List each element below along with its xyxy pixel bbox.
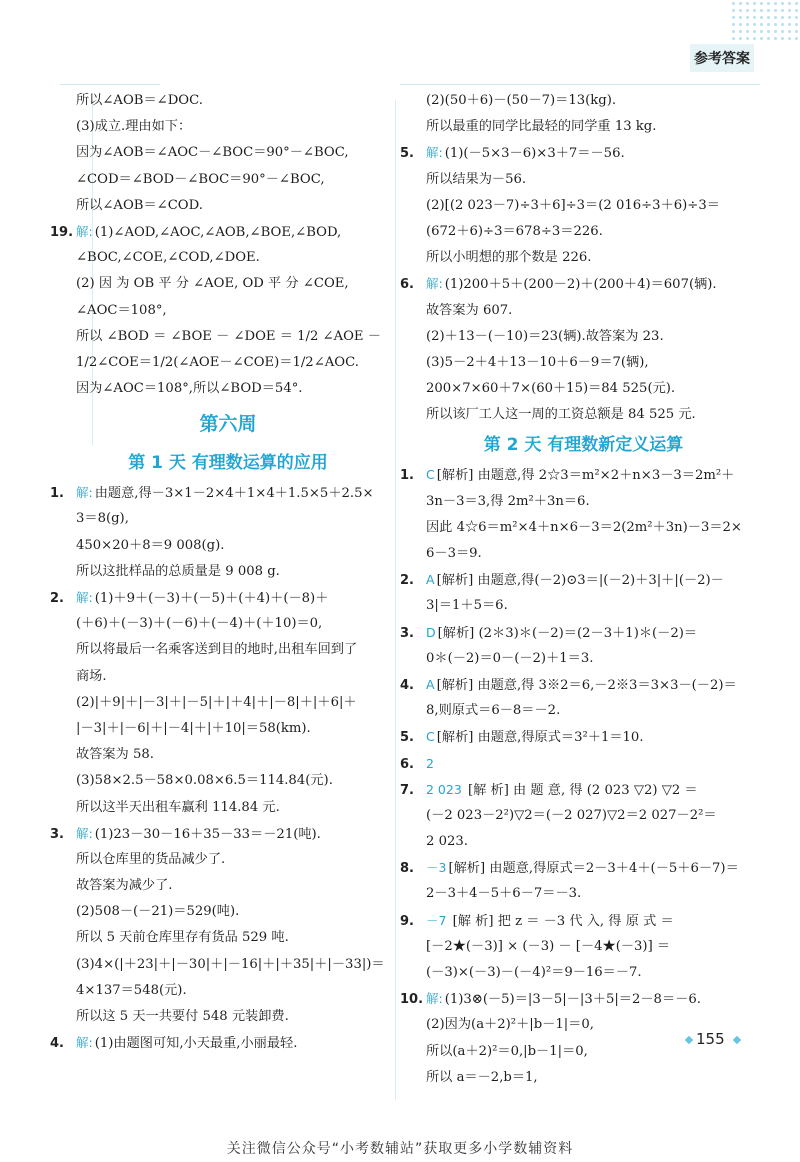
line-text: (2)因为(a＋2)²＋|b－1|＝0, [426, 1017, 594, 1033]
answer-line [76, 376, 380, 402]
line-text: 1/2∠COE＝1/2(∠AOE－∠COE)＝1/2∠AOC. [76, 354, 359, 370]
question-line [50, 480, 380, 506]
line-text: [解析] 由题意,得 3※2＝6,－2※3＝3×3－(－2)＝ [436, 677, 737, 693]
line-text: 4×137＝548(元). [76, 982, 187, 998]
line-text: (2)508－(－21)＝529(吨). [76, 904, 240, 920]
question-number: 4. [400, 677, 414, 693]
answer-line [76, 899, 380, 925]
answer-tag: 解: [76, 590, 93, 605]
line-text: 所以∠AOB＝∠COD. [76, 197, 203, 213]
answer-line [426, 489, 741, 515]
answer-line [426, 541, 741, 567]
answer-line [426, 219, 741, 245]
line-text: 3|＝1＋5＝6. [426, 598, 508, 614]
line-text: 因此 4☆6＝m²×4＋n×6－3＝2(2m²＋3n)－3＝2× [426, 519, 742, 535]
question-number: 4. [50, 1036, 64, 1052]
answer-tag: －7 [426, 912, 447, 928]
question-number: 1. [50, 486, 64, 502]
answer-line [426, 324, 741, 350]
question-number: 8. [400, 861, 414, 877]
line-text: 450×20＋8＝9 008(g). [76, 537, 225, 553]
line-text: 3＝8(g), [76, 511, 129, 527]
line-text: ∠BOC,∠COE,∠COD,∠DOE. [76, 250, 260, 266]
answer-line [426, 298, 741, 324]
header-rule-right [400, 84, 760, 85]
left-column [50, 88, 385, 1056]
answer-line [76, 533, 380, 559]
line-text: 所以这 5 天一共要付 548 元装卸费. [76, 1009, 289, 1024]
answer-line [76, 978, 380, 1004]
week-heading: 第六周 [199, 413, 257, 436]
answer-line [426, 803, 741, 829]
line-text: (2)|＋9|＋|－3|＋|－5|＋|＋4|＋|－8|＋|＋6|＋ [76, 694, 357, 710]
answer-line [76, 795, 380, 821]
line-text: 故答案为减少了. [76, 878, 173, 894]
line-text: 所以该厂工人这一周的工资总额是 84 525 元. [426, 407, 696, 423]
question-number: 10. [400, 992, 424, 1008]
line-text: (1)3⊗(－5)＝|3－5|－|3＋5|＝2－8＝－6. [444, 992, 701, 1008]
line-text: (1)200＋5＋(200－2)＋(200＋4)＝607(辆). [444, 277, 717, 293]
answer-line [76, 742, 380, 768]
answer-line [426, 167, 741, 193]
answer-line [426, 376, 741, 402]
answer-line [76, 664, 380, 690]
answer-line [76, 847, 380, 873]
line-text: ∠COD＝∠BOD－∠BOC＝90°－∠BOC, [76, 171, 325, 187]
answer-line [76, 114, 380, 140]
line-text: [解析] 由题意,得原式＝2－3＋4＋(－5＋6－7)＝ [448, 861, 739, 877]
answer-line [426, 1012, 741, 1038]
answer-tag: 解: [76, 485, 93, 501]
line-text: 2－3＋4－5＋6－7＝－3. [426, 886, 582, 902]
line-text: 由题意,得－3×1－2×4＋1×4＋1.5×5＋2.5× [94, 486, 374, 502]
line-text: 所以∠AOB＝∠DOC. [76, 93, 203, 108]
line-text: 所以(a＋2)²＝0,|b－1|＝0, [426, 1043, 588, 1059]
line-text: 所以最重的同学比最轻的同学重 13 kg. [426, 119, 657, 135]
column-divider [395, 100, 396, 1100]
line-text: 所以这批样品的总质量是 9 008 g. [76, 563, 280, 579]
question-line [400, 777, 741, 803]
answer-tag: 解: [76, 825, 93, 841]
answer-tag: A [426, 676, 435, 692]
question-line [400, 140, 741, 166]
answer-tag: 解: [76, 223, 93, 239]
line-text: (1)23－30－16＋35－33＝－21(吨). [94, 826, 321, 842]
day-heading: 第 1 天 有理数运算的应用 [128, 453, 328, 474]
question-line [400, 462, 741, 488]
answer-line [426, 1065, 741, 1091]
answer-line [76, 193, 380, 219]
answer-tag: C [426, 729, 435, 745]
line-text: 商场. [76, 668, 107, 684]
answer-line [426, 829, 741, 855]
question-line [400, 271, 741, 297]
decorative-dots [730, 0, 800, 40]
question-line [50, 1030, 380, 1056]
question-number: 6. [400, 756, 414, 772]
question-number: 5. [400, 730, 414, 746]
line-text: (2)[(2 023－7)÷3＋6]÷3＝(2 016÷3＋6)÷3＝ [426, 197, 720, 213]
line-text: 所以仓库里的货品减少了. [76, 851, 226, 867]
line-text: [解 析] 由 题 意, 得 (2 023 ▽2) ▽2 ＝ [463, 782, 698, 798]
answer-line [76, 559, 380, 585]
right-column [400, 88, 742, 1091]
line-text: [解析] (2＊3)＊(－2)＝(2－3＋1)＊(－2)＝ [437, 625, 698, 641]
line-text: (1)＋9＋(－3)＋(－5)＋(＋4)＋(－8)＋ [94, 591, 329, 606]
line-text: 2 023. [426, 834, 468, 850]
answer-line [76, 637, 380, 663]
answer-tag: 解: [76, 1035, 93, 1051]
answer-line [426, 245, 741, 271]
answer-tag: 2 023 [426, 781, 462, 797]
answer-line [426, 402, 741, 428]
line-text: 所以小明想的那个数是 226. [426, 250, 592, 266]
line-text: 所以 5 天前仓库里存有货品 529 吨. [76, 930, 289, 946]
line-text: (3)4×(|＋23|＋|－30|＋|－16|＋|＋35|＋|－33|)＝ [76, 956, 385, 972]
question-number: 5. [400, 146, 414, 162]
answer-line [426, 646, 741, 672]
line-text: 所以 ∠BOD ＝ ∠BOE － ∠DOE ＝ 1/2 ∠AOE － [76, 328, 381, 344]
question-line [400, 724, 741, 750]
question-number: 6. [400, 277, 414, 293]
question-number: 9. [400, 913, 414, 929]
answer-line [76, 1004, 380, 1030]
header-rule-left [60, 84, 160, 85]
answer-line [76, 88, 380, 114]
question-number: 3. [50, 826, 64, 842]
line-text: ∠AOC＝108°, [76, 302, 167, 318]
answer-tag: －3 [426, 860, 447, 876]
line-text: [解 析] 把 z ＝ －3 代 入, 得 原 式 ＝ [448, 913, 674, 929]
answer-line [76, 350, 380, 376]
question-line [50, 585, 380, 611]
answer-line [76, 324, 380, 350]
line-text: 故答案为 607. [426, 302, 513, 318]
answer-line [76, 611, 380, 637]
question-line [400, 567, 741, 593]
answer-line [76, 245, 380, 271]
line-text: (1)由题图可知,小天最重,小丽最轻. [94, 1036, 298, 1052]
question-line [400, 672, 741, 698]
line-text: 所以 a＝－2,b＝1, [426, 1069, 538, 1085]
answer-line [76, 140, 380, 166]
line-text: 6－3＝9. [426, 546, 482, 561]
answer-line [76, 298, 380, 324]
question-number: 1. [400, 468, 414, 484]
line-text: (1)∠AOD,∠AOC,∠AOB,∠BOE,∠BOD, [94, 224, 342, 240]
answer-tag: 2 [426, 755, 434, 771]
line-text: (3)58×2.5－58×0.08×6.5＝114.84(元). [76, 773, 333, 789]
answer-tag: 解: [426, 991, 443, 1007]
line-text: 所以这半天出租车赢利 114.84 元. [76, 799, 280, 815]
answer-line [76, 271, 380, 297]
answer-tag: 解: [426, 276, 443, 292]
line-text: (＋6)＋(－3)＋(－6)＋(－4)＋(＋10)＝0, [76, 616, 323, 632]
answer-line [76, 925, 380, 951]
answer-line [426, 934, 741, 960]
page-number: 155 [696, 1030, 725, 1048]
line-text: [解析] 由题意,得(－2)⊙3＝|(－2)＋3|＋|(－2)－ [436, 573, 724, 589]
line-text: [解析] 由题意,得 2☆3＝m²×2＋n×3－3＝2m²＋ [436, 468, 735, 484]
question-number: 7. [400, 782, 414, 798]
line-text: (672＋6)÷3＝678÷3＝226. [426, 223, 603, 239]
question-number: 19. [50, 224, 74, 240]
answer-line [76, 952, 385, 978]
answer-tag: D [426, 624, 436, 640]
line-text: 所以结果为－56. [426, 171, 527, 187]
question-line [50, 219, 380, 245]
answer-line [426, 698, 741, 724]
answer-tag: C [426, 467, 435, 483]
answer-line [76, 690, 380, 716]
question-line [400, 986, 741, 1012]
line-text: 所以将最后一名乘客送到目的地时,出租车回到了 [76, 642, 358, 658]
line-text: (3)5－2＋4＋13－10＋6－9＝7(辆), [426, 354, 649, 370]
answer-line [426, 1039, 741, 1065]
question-line [400, 908, 741, 934]
line-text: |－3|＋|－6|＋|－4|＋|＋10|＝58(km). [76, 720, 311, 736]
line-text: (2)(50＋6)－(50－7)＝13(kg). [426, 93, 617, 108]
line-text: [－2★(－3)] × (－3) － [－4★(－3)] ＝ [426, 938, 671, 954]
line-text: (2)＋13－(－10)＝23(辆).故答案为 23. [426, 328, 664, 344]
line-text: 3n－3＝3,得 2m²＋3n＝6. [426, 493, 590, 509]
answer-line [76, 506, 380, 532]
question-line [400, 751, 741, 777]
answer-line [426, 960, 741, 986]
line-text: 0＊(－2)＝0－(－2)＋1＝3. [426, 650, 594, 666]
line-text: 因为∠AOC＝108°,所以∠BOD＝54°. [76, 381, 303, 397]
line-text: 8,则原式＝6－8＝－2. [426, 703, 561, 719]
answer-line [76, 873, 380, 899]
answer-line [426, 593, 741, 619]
line-text: 200×7×60＋7×(60＋15)＝84 525(元). [426, 381, 676, 397]
line-text: (1)(－5×3－6)×3＋7＝－56. [444, 146, 625, 162]
day-heading: 第 2 天 有理数新定义运算 [483, 435, 684, 456]
question-number: 2. [400, 573, 414, 589]
line-text: (－2 023－2²)▽2＝(－2 027)▽2＝2 027－2²＝ [426, 807, 717, 823]
answer-line [426, 881, 741, 907]
answer-tag: 解: [426, 145, 443, 161]
answer-line [426, 88, 741, 114]
question-line [50, 821, 380, 847]
line-text: [解析] 由题意,得原式＝3²＋1＝10. [436, 730, 644, 746]
answer-tag: A [426, 572, 435, 588]
question-line [400, 855, 741, 881]
line-text: (－3)×(－3)－(－4)²＝9－16＝－7. [426, 965, 642, 980]
question-line [400, 620, 741, 646]
page-header-title: 参考答案 [694, 51, 750, 67]
answer-line [426, 193, 741, 219]
line-text: 故答案为 58. [76, 747, 154, 763]
line-text: (2) 因 为 OB 平 分 ∠AOE, OD 平 分 ∠COE, [76, 276, 349, 292]
answer-line [76, 768, 380, 794]
question-number: 3. [400, 625, 414, 641]
question-number: 2. [50, 591, 64, 606]
answer-line [76, 716, 380, 742]
answer-line [426, 350, 741, 376]
answer-line [426, 515, 741, 541]
line-text: 因为∠AOB＝∠AOC－∠BOC＝90°－∠BOC, [76, 145, 349, 161]
footer-note: 关注微信公众号“小考数辅站”获取更多小学数辅资料 [226, 1141, 574, 1157]
answer-line [426, 114, 741, 140]
line-text: (3)成立.理由如下： [76, 119, 192, 135]
answer-line [76, 167, 380, 193]
